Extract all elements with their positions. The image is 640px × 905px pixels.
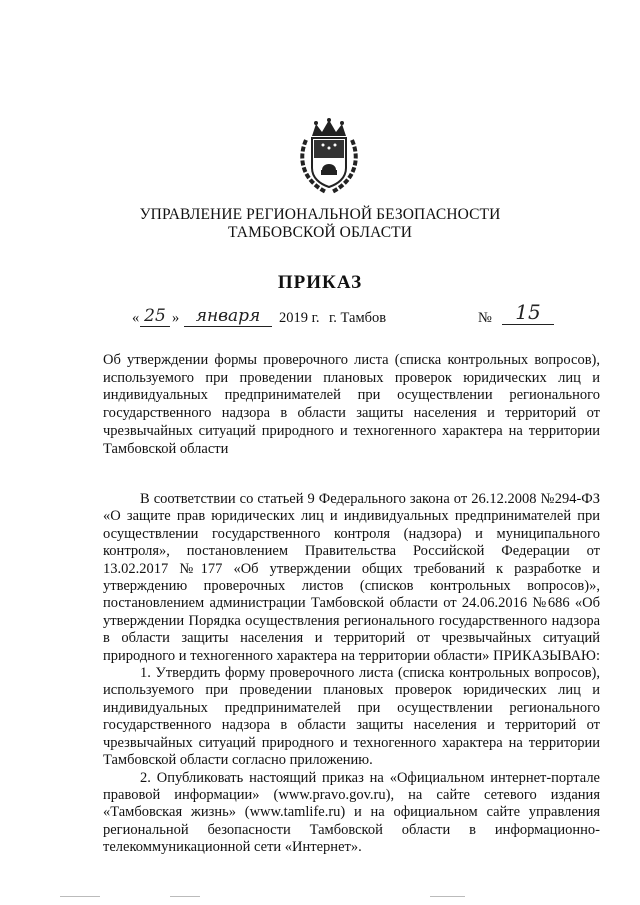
body-line: 2. Опубликовать настоящий приказ на «Официальном интернет-портале: [140, 769, 600, 786]
body-line: правовой информации» (www.pravo.gov.ru), на сайте сетевого издания: [103, 786, 600, 803]
body-line: осуществлении государственного контроля (надзора) и муниципального: [103, 525, 600, 542]
body-line: региональной безопасности Тамбовской области в информационно-: [103, 821, 600, 838]
document-number-field: [502, 300, 554, 325]
organization-name-line-1: УПРАВЛЕНИЕ РЕГИОНАЛЬНОЙ БЕЗОПАСНОСТИ: [139, 206, 501, 223]
date-quote-open: «: [132, 310, 140, 326]
body-line: телекоммуникационной сети «Интернет».: [103, 839, 362, 856]
document-title: ПРИКАЗ: [277, 272, 363, 293]
coat-of-arms-icon: [296, 118, 362, 194]
date-day: 25: [144, 306, 166, 326]
date-year: 2019 г.: [279, 310, 320, 326]
subject-line: индивидуальных предпринимателей при осуществлении регионального: [103, 387, 600, 404]
body-line: природного и техногенного характера на территории области» ПРИКАЗЫВАЮ:: [103, 647, 600, 664]
city: г. Тамбов: [329, 310, 387, 326]
body-line: чрезвычайных ситуаций природного и техногенного характера на территории: [103, 734, 600, 751]
body-line: 13.02.2017 №177 «Об утверждении общих требований к разработке и: [103, 560, 600, 577]
scan-noise: [170, 896, 200, 897]
subject-line: чрезвычайных ситуаций природного и техногенного характера на территории: [103, 422, 600, 439]
body-line: В соответствии со статьей 9 Федерального закона от 26.12.2008 №294-ФЗ: [140, 491, 600, 507]
order-subject: [103, 352, 600, 458]
body-line: «О защите прав юридических лиц и индивидуальных предпринимателей при: [103, 508, 600, 525]
date-month-field: [184, 306, 272, 327]
subject-line: государственного надзора в области защиты населения и территорий от: [103, 405, 600, 422]
subject-line: Тамбовской области: [103, 440, 229, 457]
body-line: используемого при проведении плановых проверок юридических лиц и: [103, 682, 600, 699]
number-label: №: [478, 310, 492, 326]
body-line: контроля», постановлением Правительства Российской Федерации от: [103, 543, 600, 560]
subject-line: используемого при проведении плановых проверок юридических лиц и: [103, 369, 600, 386]
date-month: января: [195, 306, 261, 326]
body-line: Тамбовской области согласно приложению.: [103, 752, 373, 769]
body-line: «Тамбовская жизнь» (www.tamlife.ru) и на официальном сайте управления: [103, 804, 600, 821]
date-line: [132, 300, 592, 330]
body-line: в области защиты населения и территорий от чрезвычайных ситуаций: [103, 630, 600, 647]
document-number: 15: [515, 300, 541, 324]
body-line: постановлением администрации Тамбовской области от 24.06.2016 №686 «Об: [103, 595, 600, 612]
body-line: утверждению проверочных листов (списков контрольных вопросов)»,: [103, 578, 600, 595]
body-line: 1. Утвердить форму проверочного листа (списка контрольных вопросов),: [140, 665, 600, 682]
body-line: индивидуальных предпринимателей при осуществлении регионального: [103, 699, 600, 716]
scan-noise: [60, 896, 100, 897]
subject-line: Об утверждении формы проверочного листа (списка контрольных вопросов),: [103, 352, 600, 368]
body-line: государственного надзора в области защиты населения и территорий от: [103, 717, 600, 734]
scan-noise: [430, 896, 465, 897]
date-day-field: [140, 306, 170, 327]
order-body: [103, 491, 600, 857]
body-line: утверждении Порядка осуществления регионального государственного надзора: [103, 612, 600, 629]
organization-name-line-2: ТАМБОВСКОЙ ОБЛАСТИ: [228, 224, 412, 241]
date-quote-close: »: [172, 310, 180, 326]
